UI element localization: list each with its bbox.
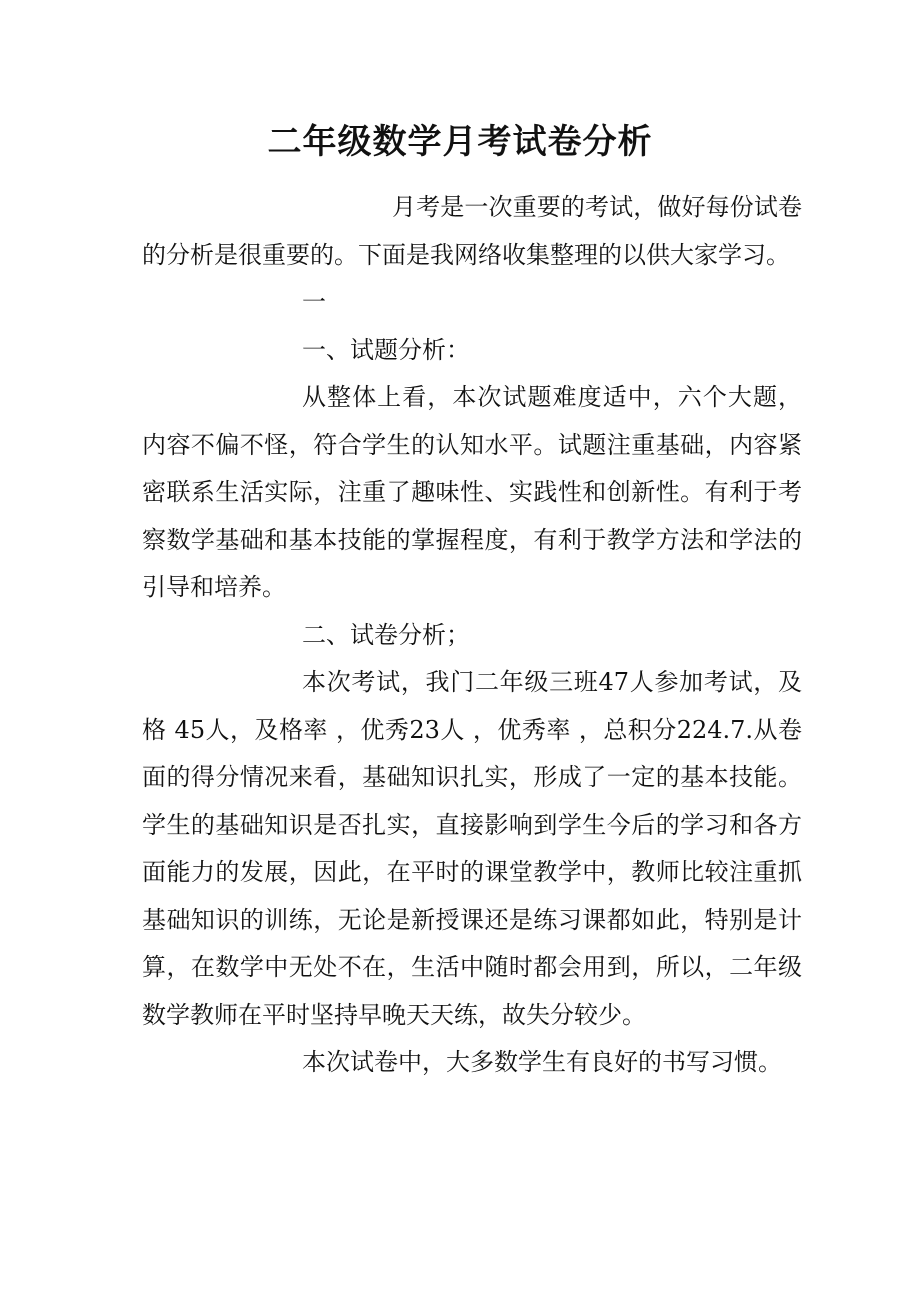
writing-habits-paragraph: 本次试卷中，大多数学生有良好的书写习惯。 [302, 1048, 782, 1076]
document-body [142, 184, 802, 1087]
section-heading-question-analysis: 一、试题分析： [302, 335, 470, 364]
section-heading-paper-analysis: 二、试卷分析； [302, 620, 470, 649]
section-marker: 一 [302, 288, 326, 316]
intro-paragraph: 月考是一次重要的考试，做好每份试卷的分析是很重要的。下面是我网络收集整理的以供大家学习。 [142, 193, 802, 269]
document-title: 二年级数学月考试卷分析 [267, 122, 653, 162]
question-analysis-paragraph: 从整体上看，本次试题难度适中，六个大题，内容不偏不怪，符合学生的认知水平。试题注重基础，内容紧密联系生活实际，注重了趣味性、实践性和创新性。有利于考察数学基础和基本技能的掌握程度，有利于教学方法和学法的引导和培养。 [142, 383, 802, 601]
paper-analysis-paragraph: 本次考试，我门二年级三班47人参加考试，及格 45人，及格率 ，优秀23人 ，优秀率 ，总积分224.7.从卷面的得分情况来看，基础知识扎实，形成了一定的基本技能。学生的基础知识是否扎实，直接影响到学生今后的学习和各方面能力的发展，因此，在平时的课堂教学中，教师比较注重抓基础知识的训练，无论是新授课还是练习课都如此，特别是计算，在数学中无处不在，生活中随时都会用到，所以，二年级数学教师在平时坚持早晚天天练，故失分较少。 [142, 668, 802, 1029]
